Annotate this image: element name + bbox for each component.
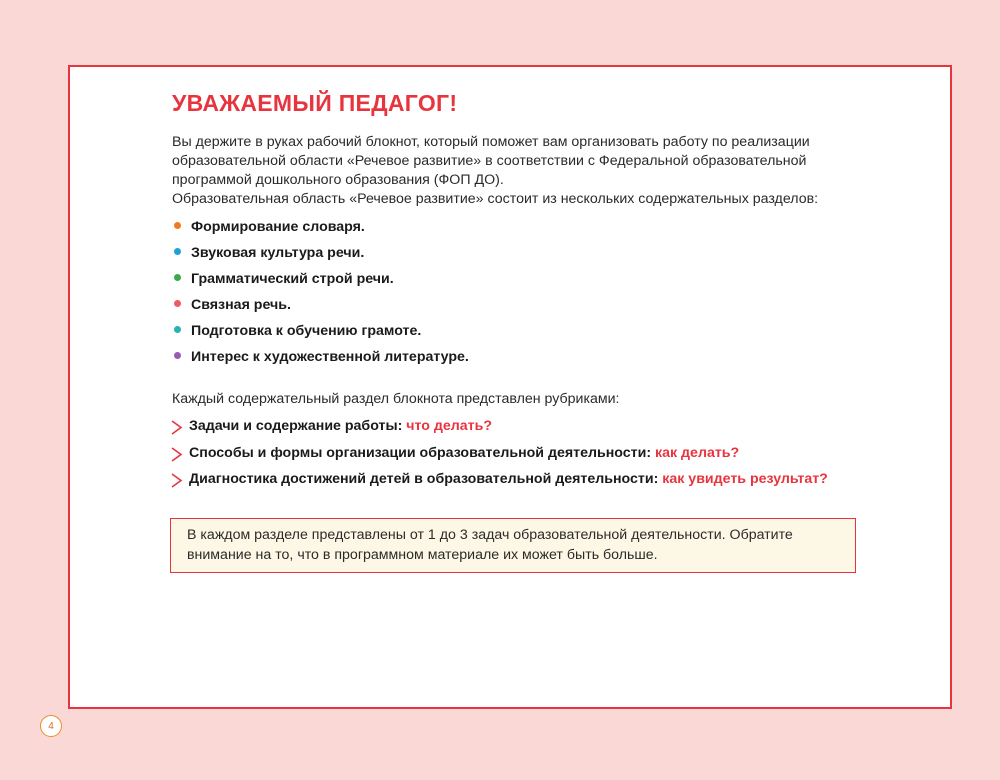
bullet-dot-icon [174,352,181,359]
rubrics-intro: Каждый содержательный раздел блокнота представлен рубриками: [172,391,620,407]
section-item [172,318,862,344]
rubric-answer: как делать? [655,444,740,461]
section-label: Связная речь. [191,297,291,313]
rubric-answer: что делать? [406,418,492,434]
section-item [172,266,862,292]
page-number: 4 [40,715,62,737]
page-title: УВАЖАЕМЫЙ ПЕДАГОГ! [172,90,458,116]
rubrics-list [172,413,862,493]
intro-text [172,133,862,209]
page-frame [68,65,952,709]
section-label: Грамматический строй речи. [191,271,394,287]
note-box [170,518,856,573]
rubric-item [172,466,862,493]
section-label: Звуковая культура речи. [191,245,365,261]
intro-paragraph-1: Вы держите в руках рабочий блокнот, который поможет вам организовать работу по реализации образовательной области «Речевое развитие» в соответствии с Федеральной образовательной программой дошкольного образования (ФОП ДО). [172,134,810,188]
section-item [172,292,862,318]
bullet-dot-icon [174,222,181,229]
sections-list [172,214,862,370]
bullet-dot-icon [174,248,181,255]
bullet-dot-icon [174,300,181,307]
arrow-marker-icon [171,420,183,435]
content [172,87,862,493]
note-text: В каждом разделе представлены от 1 до 3 задач образовательной деятельности. Обратите внимание на то, что в программном материале их может быть больше. [187,527,793,563]
section-label: Подготовка к обучению грамоте. [191,323,422,339]
rubric-answer: как увидеть результат? [662,471,828,487]
section-label: Интерес к художественной литературе. [191,349,469,365]
rubric-item [172,440,862,467]
rubric-label: Способы и формы организации образовательной деятельности: [189,444,652,461]
section-label: Формирование словаря. [191,219,365,235]
bullet-dot-icon [174,326,181,333]
section-item [172,214,862,240]
section-item [172,240,862,266]
section-item [172,344,862,370]
arrow-marker-icon [171,473,183,488]
arrow-marker-icon [171,447,183,462]
rubric-item [172,413,862,440]
intro-paragraph-2: Образовательная область «Речевое развитие» состоит из нескольких содержательных разделов: [172,191,819,207]
bullet-dot-icon [174,274,181,281]
rubric-label: Диагностика достижений детей в образовательной деятельности: [189,471,659,487]
rubric-label: Задачи и содержание работы: [189,418,403,434]
